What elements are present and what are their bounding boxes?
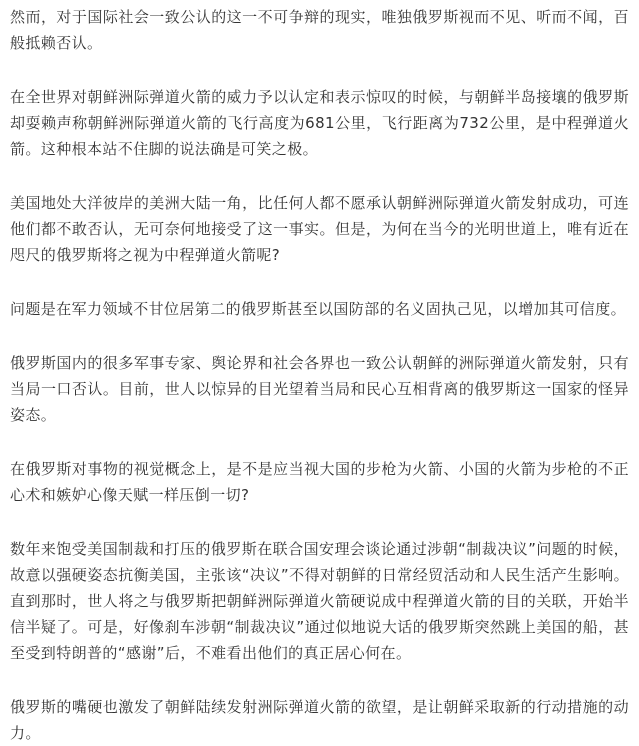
paragraph-1: 然而，对于国际社会一致公认的这一不可争辩的现实，唯独俄罗斯视而不见、听而不闻，百般抵赖否认。 xyxy=(10,8,629,52)
paragraph-5: 俄罗斯国内的很多军事专家、舆论界和社会各界也一致公认朝鲜的洲际弹道火箭发射，只有当局一口否认。目前，世人以惊异的目光望着当局和民心互相背离的俄罗斯这一国家的怪异姿态。 xyxy=(10,354,629,424)
paragraph-spacer xyxy=(10,162,629,190)
paragraph-3: 美国地处大洋彼岸的美洲大陆一角，比任何人都不愿承认朝鲜洲际弹道火箭发射成功，可连他们都不敢否认，无可奈何地接受了这一事实。但是，为何在当今的光明世道上，唯有近在咫尺的俄罗斯将之视为中程弹道火箭呢? xyxy=(10,194,629,264)
paragraph-spacer xyxy=(10,56,629,84)
paragraph-spacer xyxy=(10,268,629,296)
paragraph-8: 俄罗斯的嘴硬也激发了朝鲜陆续发射洲际弹道火箭的欲望，是让朝鲜采取新的行动措施的动力。 xyxy=(10,698,629,742)
paragraph-7: 数年来饱受美国制裁和打压的俄罗斯在联合国安理会谈论通过涉朝“制裁决议”问题的时候，故意以强硬姿态抗衡美国，主张该“决议”不得对朝鲜的日常经贸活动和人民生活产生影响。直到那时，世人将之与俄罗斯把朝鲜洲际弹道火箭硬说成中程弹道火箭的目的关联，开始半信半疑了。可是，好像刹车涉朝“制裁决议”通过似地说大话的俄罗斯突然跳上美国的船，甚至受到特朗普的“感谢”后，不难看出他们的真正居心何在。 xyxy=(10,540,629,662)
paragraph-4: 问题是在军力领域不甘位居第二的俄罗斯甚至以国防部的名义固执己见，以增加其可信度。 xyxy=(10,300,627,318)
paragraph-2: 在全世界对朝鲜洲际弹道火箭的威力予以认定和表示惊叹的时候，与朝鲜半岛接壤的俄罗斯却耍赖声称朝鲜洲际弹道火箭的飞行高度为681公里，飞行距离为732公里，是中程弹道火箭。这种根本站不住脚的说法确是可笑之极。 xyxy=(10,88,629,158)
paragraph-spacer xyxy=(10,508,629,536)
paragraph-spacer xyxy=(10,666,629,694)
paragraph-spacer xyxy=(10,428,629,456)
paragraph-6: 在俄罗斯对事物的视觉概念上，是不是应当视大国的步枪为火箭、小国的火箭为步枪的不正心术和嫉妒心像天赋一样压倒一切? xyxy=(10,460,629,504)
paragraph-spacer xyxy=(10,322,629,350)
article-body xyxy=(0,4,639,746)
